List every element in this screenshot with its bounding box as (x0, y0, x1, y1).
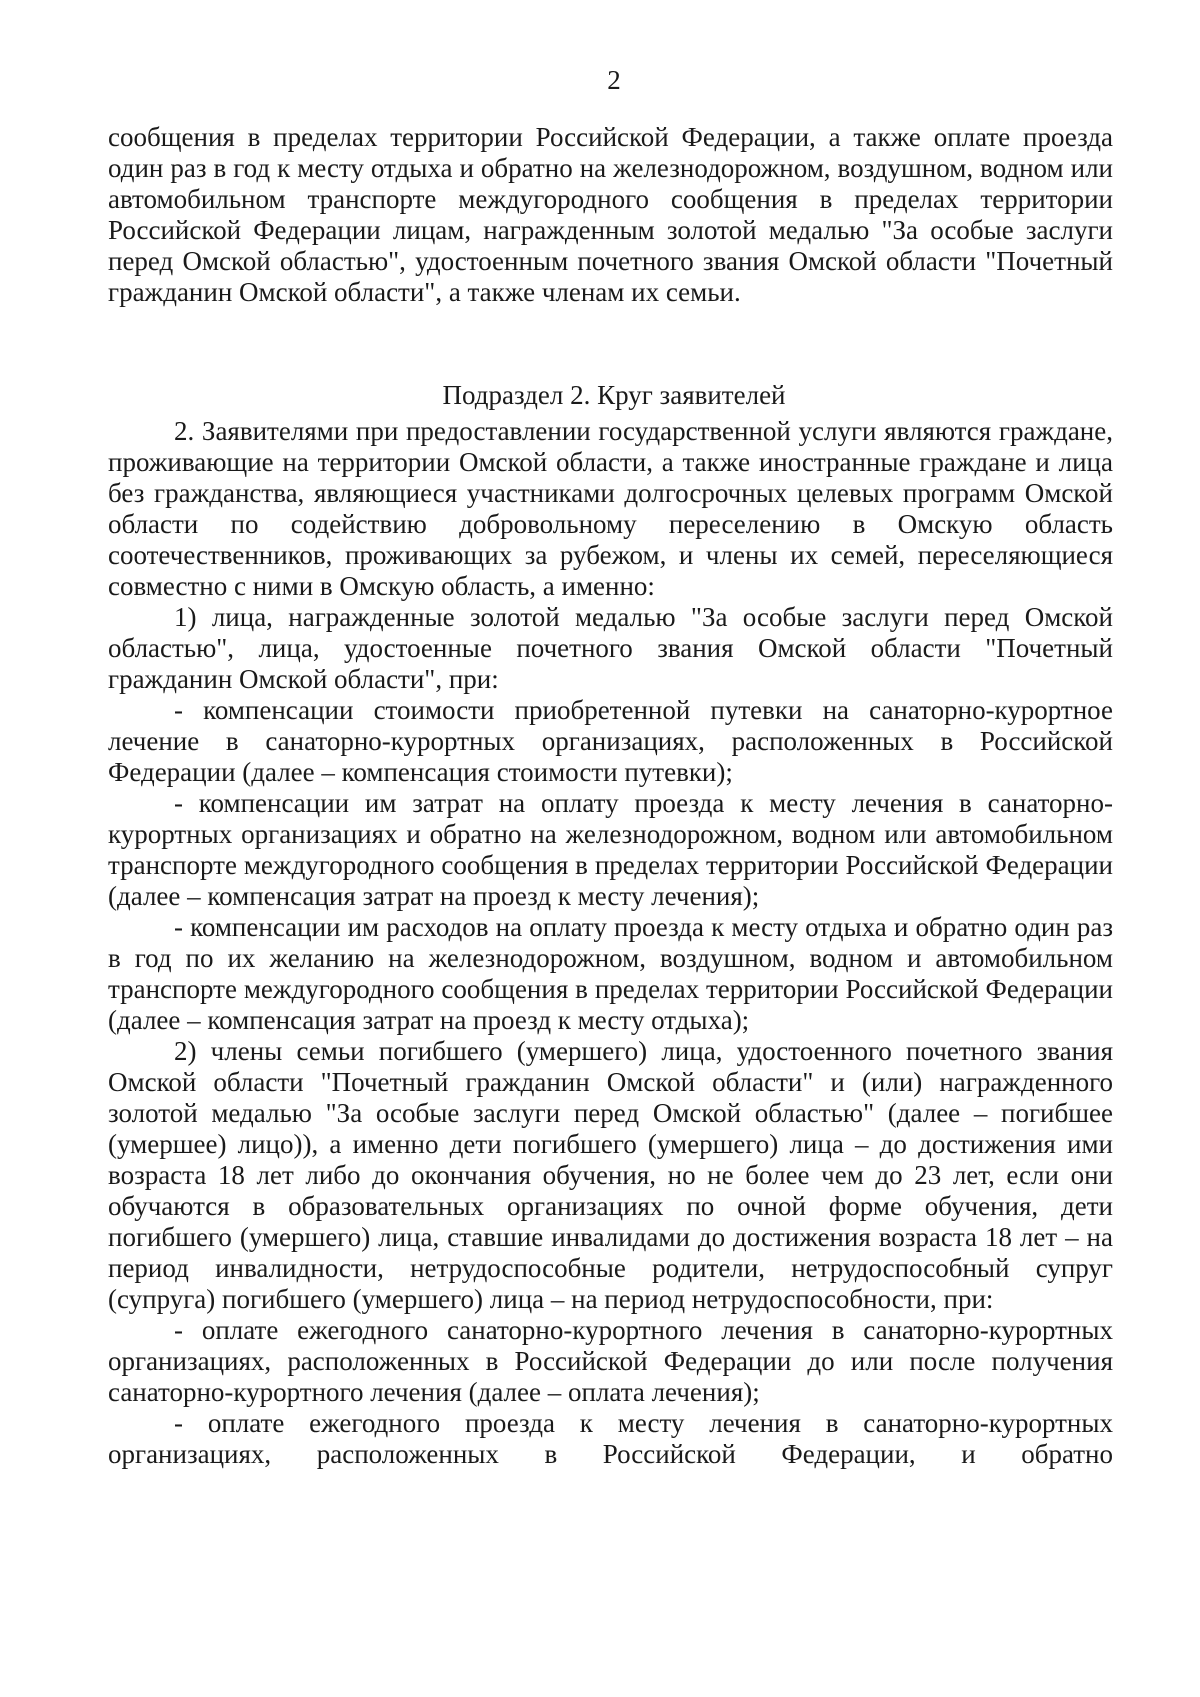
paragraph-item-2: 2) члены семьи погибшего (умершего) лица, удостоенного почетного звания Омской области "Почетный гражданин Омской области" и (или) награжденного золотой медалью "За особые заслуги перед Омской областью" (далее – погибшее (умершее) лицо)), а именно дети погибшего (умершего) лица – до достижения ими возраста 18 лет либо до окончания обучения, но не более чем до 23 лет, если они обучаются в образовательных организациях по очной форме обучения, дети погибшего (умершего) лица, ставшие инвалидами до достижения возраста 18 лет – на период инвалидности, нетрудоспособные родители, нетрудоспособный супруг (супруга) погибшего (умершего) лица – на период нетрудоспособности, при: (108, 1036, 1113, 1314)
section-body (108, 416, 1113, 1470)
paragraph-rest-travel-compensation: - компенсации им расходов на оплату проезда к месту отдыха и обратно один раз в год по их желанию на железнодорожном, воздушном, водном и автомобильном транспорте междугородного сообщения в пределах территории Российской Федерации (далее – компенсация затрат на проезд к месту отдыха); (108, 912, 1113, 1035)
paragraph-treatment-payment: - оплате ежегодного санаторно-курортного лечения в санаторно-курортных организациях, расположенных в Российской Федерации до или после получения санаторно-курортного лечения (далее – оплата лечения); (108, 1315, 1113, 1407)
paragraph-applicants: 2. Заявителями при предоставлении государственной услуги являются граждане, проживающие на территории Омской области, а также иностранные граждане и лица без гражданства, являющиеся участниками долгосрочных целевых программ Омской области по содействию добровольному переселению в Омскую область соотечественников, проживающих за рубежом, и члены их семей, переселяющиеся совместно с ними в Омскую область, а именно: (108, 416, 1113, 601)
paragraph-item-1: 1) лица, награжденные золотой медалью "За особые заслуги перед Омской областью", лица, удостоенные почетного звания Омской области "Почетный гражданин Омской области", при: (108, 602, 1113, 694)
intro-paragraph: сообщения в пределах территории Российской Федерации, а также оплате проезда один раз в год к месту отдыха и обратно на железнодорожном, воздушном, водном или автомобильном транспорте междугородного сообщения в пределах территории Российской Федерации лицам, награжденным золотой медалью "За особые заслуги перед Омской областью", удостоенным почетного звания Омской области "Почетный гражданин Омской области", а также членам их семьи. (108, 122, 1113, 307)
section-heading: Подраздел 2. Круг заявителей (442, 380, 786, 410)
paragraph-treatment-travel-compensation: - компенсации им затрат на оплату проезда к месту лечения в санаторно-курортных организациях и обратно на железнодорожном, водном или автомобильном транспорте междугородного сообщения в пределах территории Российской Федерации (далее – компенсация затрат на проезд к месту лечения); (108, 788, 1113, 911)
paragraph-voucher-compensation: - компенсации стоимости приобретенной путевки на санаторно-курортное лечение в санаторно-курортных организациях, расположенных в Российской Федерации (далее – компенсация стоимости путевки); (108, 695, 1113, 787)
page-number: 2 (607, 65, 621, 95)
paragraph-travel-payment: - оплате ежегодного проезда к месту лечения в санаторно-курортных организациях, расположенных в Российской Федерации, и обратно (108, 1408, 1113, 1469)
intro-block (108, 122, 1113, 308)
